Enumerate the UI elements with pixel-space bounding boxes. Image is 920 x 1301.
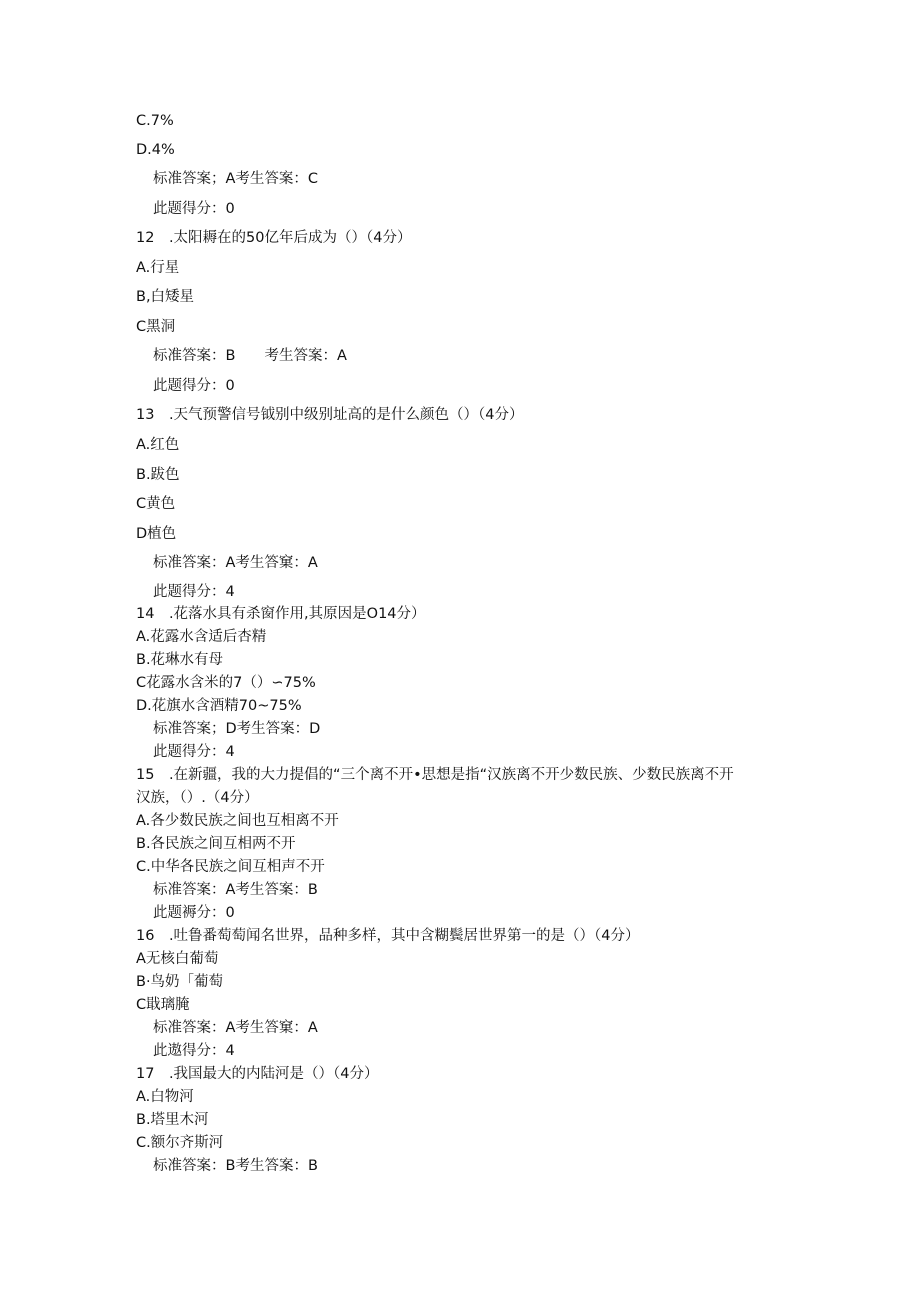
score-line: 此题得分：4 [153,584,235,600]
answer-line: 标准答案；A考生答案：C [153,171,319,187]
option-d: D.花旗水含酒精70~75% [136,698,302,714]
question-14: 14 .花落水具有杀窗作用,其原因是O14分） [136,606,426,622]
answer-line: 标准答案：B考生答案：B [153,1158,318,1174]
option-b: B·鸟奶「葡萄 [136,974,224,990]
question-15: 15 .在新疆，我的大力提倡的“三个离不开•思想是指“汉族离不开少数民族、少数民族离不开 [136,767,734,783]
option-a: A.花露水含适后杏精 [136,629,267,645]
option-b: B,白矮星 [136,289,195,305]
option-c: C戢璃腌 [136,997,190,1013]
option-a: A.白物河 [136,1089,194,1105]
score-line: 此题得分：0 [153,201,235,217]
option-d: D.4% [136,142,175,158]
option-c: C花露水含米的7（）∽75% [136,675,316,691]
option-d: D植色 [136,526,177,542]
option-b: B.塔里木河 [136,1112,209,1128]
option-c: C.额尔齐斯河 [136,1135,224,1151]
question-17: 17 .我国最大的内陆河是（）（4分） [136,1066,379,1082]
option-c: C黑洞 [136,319,176,335]
answer-line: 标准答案：A考生答窠：A [153,1020,318,1036]
option-b: B.跋色 [136,467,180,483]
option-a: A无核白葡萄 [136,951,219,967]
option-a: A.行星 [136,260,180,276]
option-a: A.各少数民族之间也互相离不开 [136,813,339,829]
score-line: 此题得分：4 [153,744,235,760]
option-c: C.7% [136,113,174,129]
question-15-continued: 汉族，（）.（4分） [136,790,259,806]
answer-line: 标准答案：A考生答案：B [153,882,318,898]
score-line: 此题褥分：0 [153,905,235,921]
answer-line: 标准答案：A考生答窠：A [153,555,318,571]
option-a: A.红色 [136,437,180,453]
option-b: B.花琳水有母 [136,652,224,668]
score-line: 此遨得分：4 [153,1043,235,1059]
question-13: 13 .天气预警信号钺别中级别址高的是什么颜色（）（4分） [136,407,524,423]
answer-line: 标准答案：B 考生答案：A [153,348,347,364]
option-c: C.中华各民族之间互相声不开 [136,859,325,875]
option-b: B.各民族之间互相两不开 [136,836,296,852]
question-16: 16 .吐鲁番萄萄闻名世界，品种多样，其中含糊鬓居世界第一的是（）（4分） [136,928,640,944]
score-line: 此题得分：0 [153,378,235,394]
answer-line: 标准答案；D考生答案：D [153,721,321,737]
option-c: C黄色 [136,496,176,512]
question-12: 12 .太阳耨在的50亿年后成为（）（4分） [136,230,412,246]
